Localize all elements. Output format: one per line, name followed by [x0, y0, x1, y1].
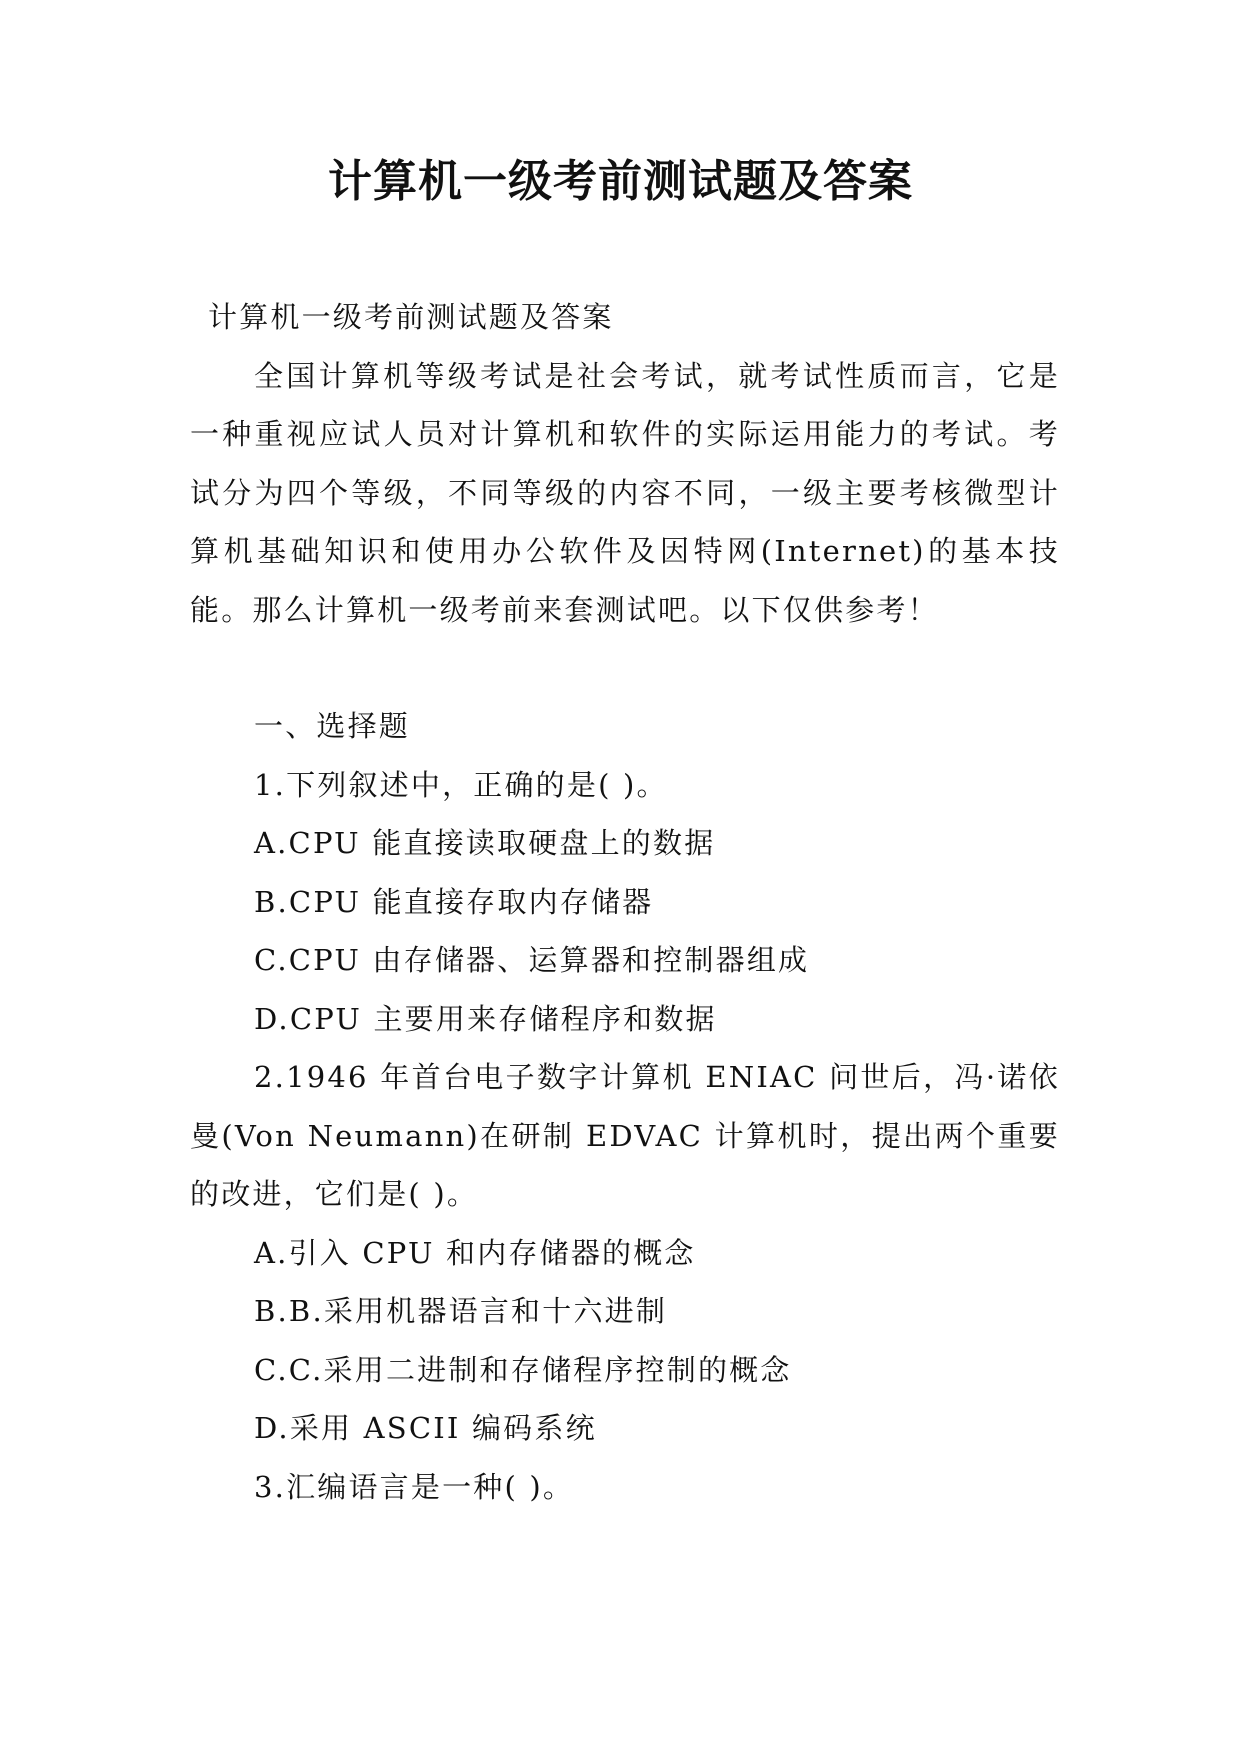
- question-1-option-a: A.CPU 能直接读取硬盘上的数据: [254, 826, 716, 860]
- question-2-stem: 2.1946 年首台电子数字计算机 ENIAC 问世后，冯·诺依曼(Von Neumann)在研制 EDVAC 计算机时，提出两个重要的改进，它们是( )。: [190, 1060, 1060, 1211]
- intro-paragraph: 全国计算机等级考试是社会考试，就考试性质而言，它是一种重视应试人员对计算机和软件的实际运用能力的考试。考试分为四个等级，不同等级的内容不同，一级主要考核微型计算机基础知识和使用办公软件及因特网(Internet)的基本技能。那么计算机一级考前来套测试吧。以下仅供参考！: [190, 358, 1060, 627]
- question-1-option-d: D.CPU 主要用来存储程序和数据: [254, 1001, 717, 1036]
- section-heading: 一、选择题: [254, 709, 411, 743]
- question-3-stem: 3.汇编语言是一种( )。: [254, 1469, 575, 1504]
- question-1-option-b: B.CPU 能直接存取内存储器: [254, 884, 654, 919]
- document-subtitle: 计算机一级考前测试题及答案: [208, 300, 614, 334]
- question-1-stem: 1.下列叙述中，正确的是( )。: [254, 767, 668, 802]
- question-2-option-a: A.引入 CPU 和内存储器的概念: [254, 1235, 696, 1270]
- document-body: [190, 288, 1060, 1516]
- document-title: 计算机一级考前测试题及答案: [328, 156, 913, 207]
- question-2-option-c: C.C.采用二进制和存储程序控制的概念: [254, 1352, 792, 1387]
- paragraph-spacer: [190, 639, 1060, 697]
- question-1-option-c: C.CPU 由存储器、运算器和控制器组成: [254, 943, 810, 977]
- question-2-option-b: B.B.采用机器语言和十六进制: [254, 1294, 668, 1328]
- question-2-option-d: D.采用 ASCII 编码系统: [254, 1411, 597, 1445]
